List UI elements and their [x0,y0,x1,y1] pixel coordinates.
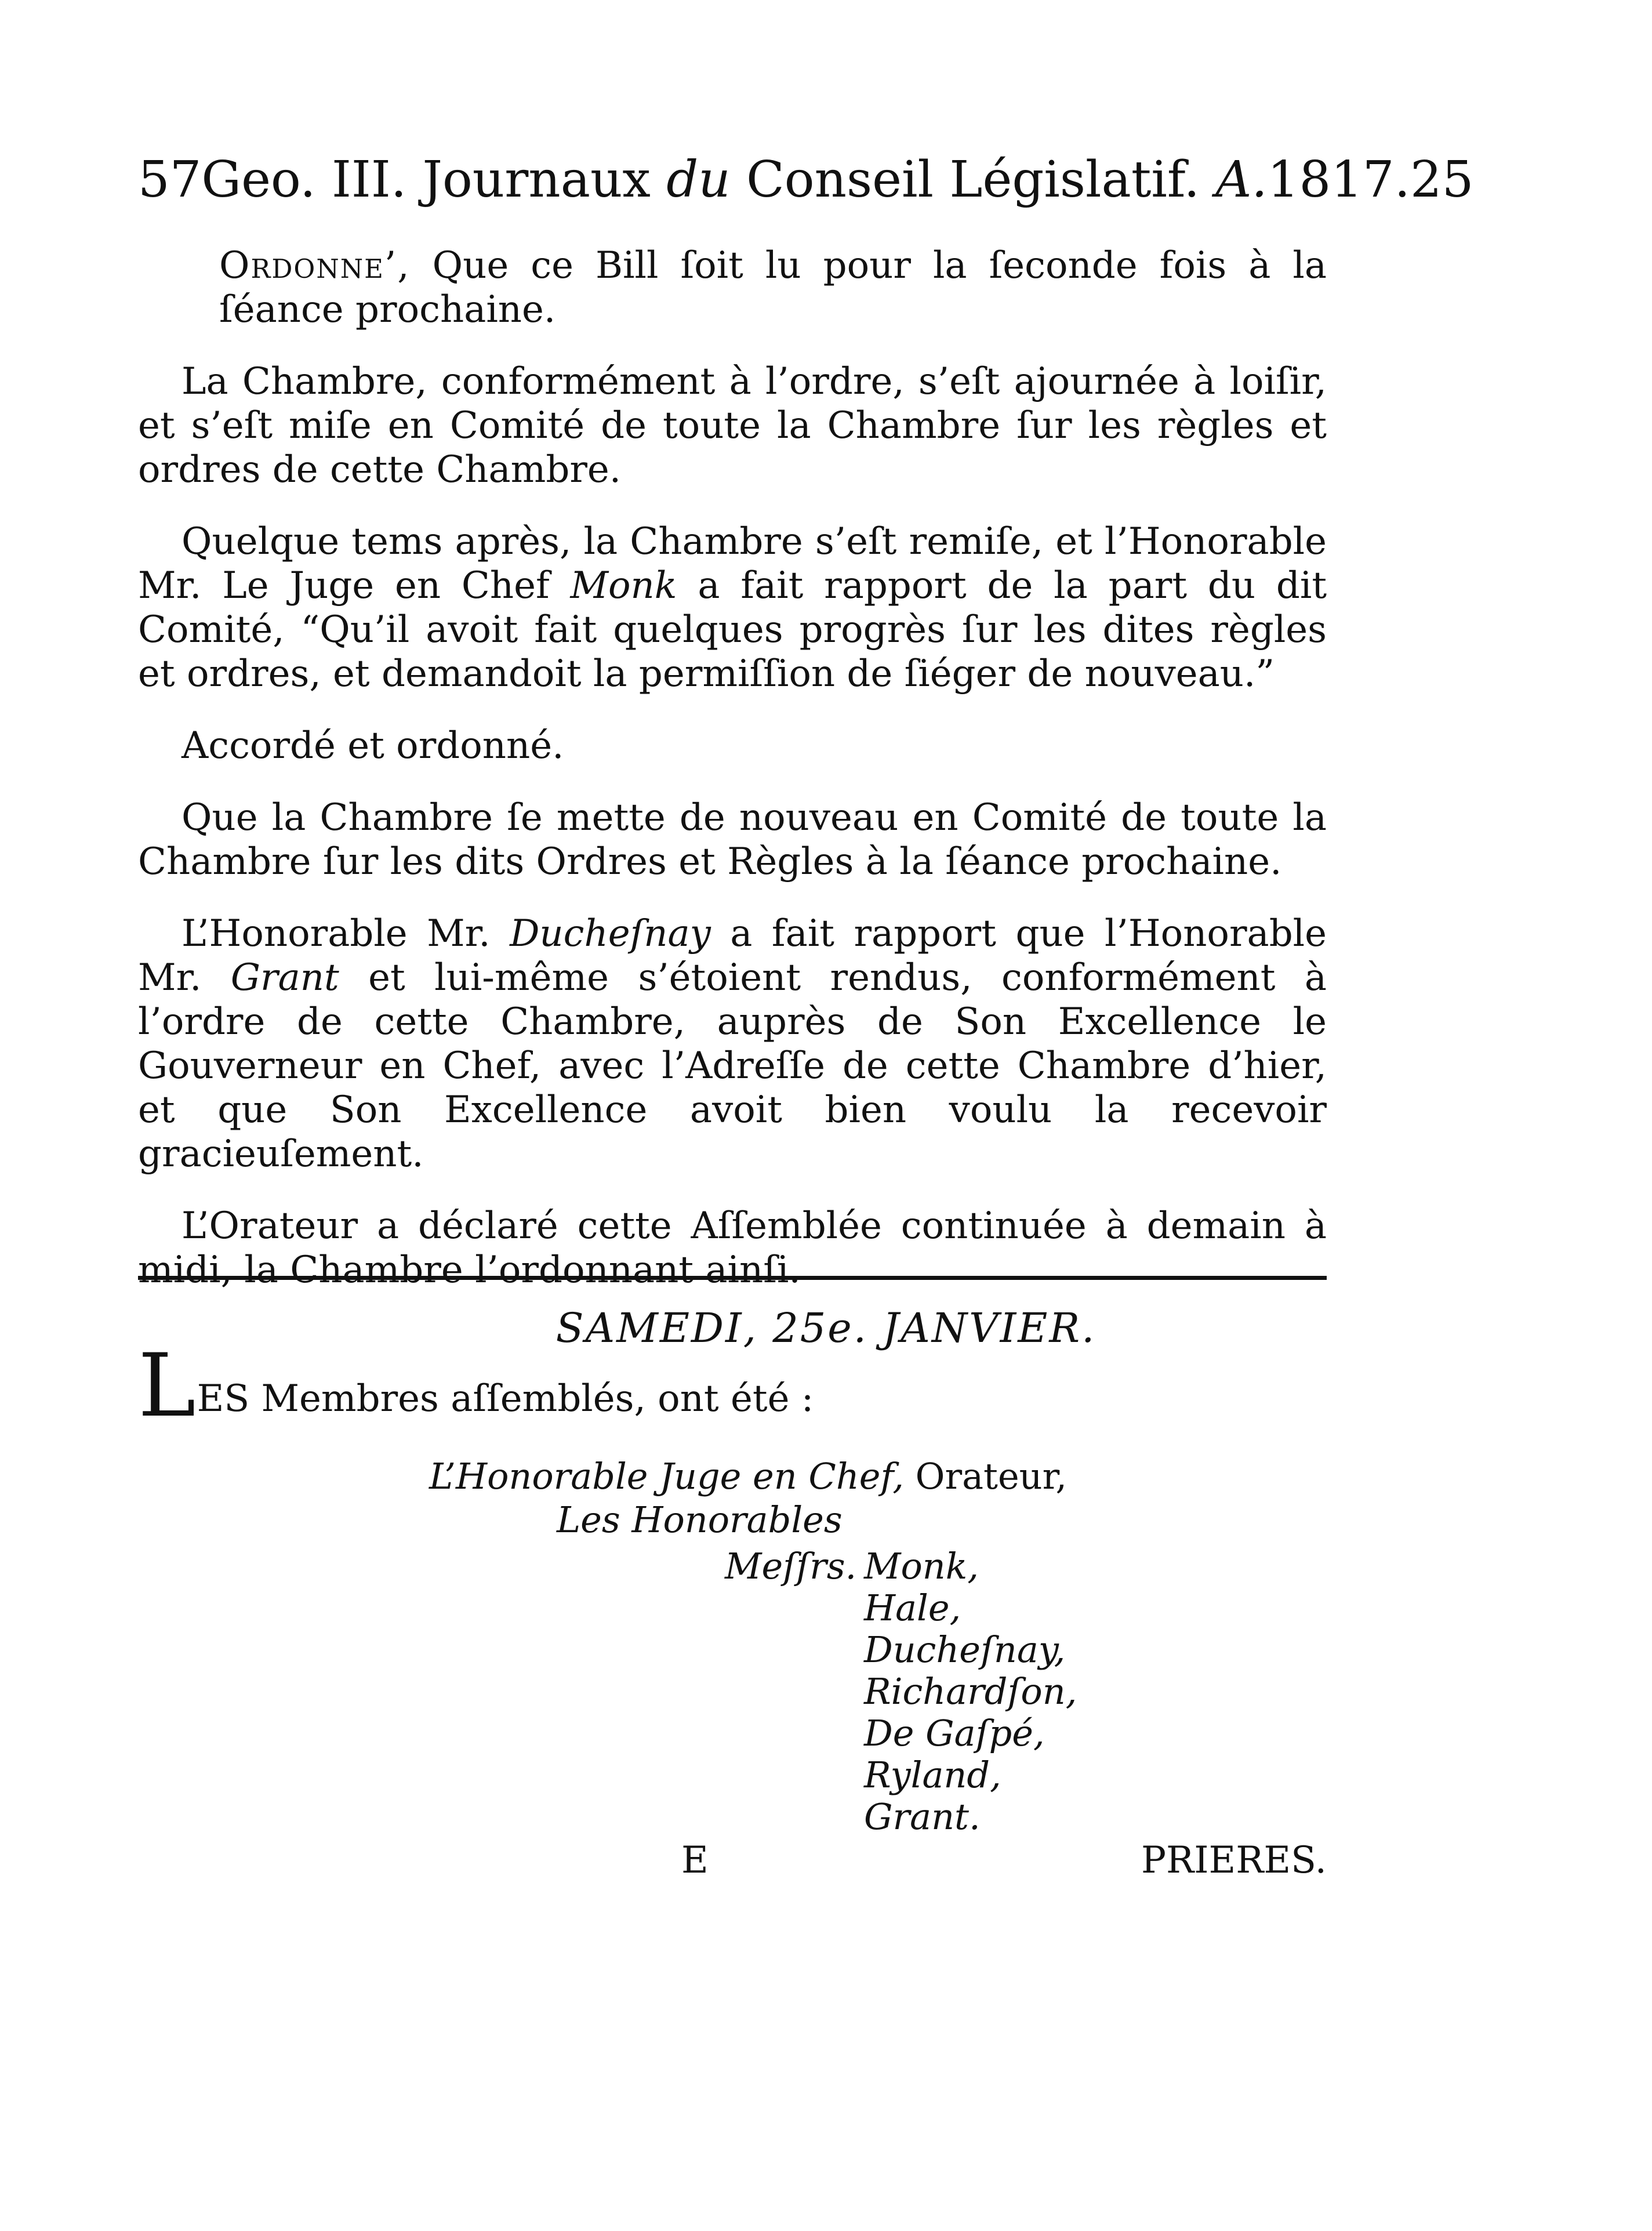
drop-cap: L [138,1336,196,1436]
paragraph-ajournement: L’Orateur a déclaré cette Aſſemblée continuée à demain à midi, la Chambre l’ordonnant ainſi. [138,1205,1327,1292]
catchword: PRIERES. [1141,1839,1327,1882]
member-name: Monk, [864,1545,979,1587]
member-name: Grant. [864,1795,981,1838]
header-a: A. [1215,151,1268,209]
paragraph-comite: Que la Chambre ſe mette de nouveau en Comité de toute la Chambre ſur les dits Ordres et Règles à la ſéance prochaine. [138,796,1327,883]
paragraph-adresse: L’Honorable Mr. Ducheſnay a fait rapport que l’Honorable Mr. Grant et lui-même s’étoient rendus, conformément à l’ordre de cette Chambre, auprès de Son Excellence le Gouverneur en Chef, avec l’Adreſſe de cette Chambre d’hier, et que Son Excellence avoit bien voulu la recevoir gracieuſement. [138,912,1327,1176]
running-header [138,148,1474,212]
speaker-line: L’Honorable Juge en Chef, Orateur, [429,1455,1068,1497]
session-date: SAMEDI, 25e. JANVIER. [555,1304,1097,1352]
paragraph-rapport-comite: Quelque tems après, la Chambre s’eſt remiſe, et l’Honorable Mr. Le Juge en Chef Monk a fait rapport de la part du dit Comité, “Qu’il avoit fait quelques progrès ſur les dites règles et ordres, et demandoit la permiſſion de ſiéger de nouveau.” [138,520,1327,695]
member-name: Ryland, [864,1754,1001,1796]
members-intro: LES Membres aſſemblés, ont été : [138,1336,814,1436]
journal-body [138,244,1327,1320]
header-du: du [666,151,731,209]
messrs-label: Meſſrs. [725,1545,857,1587]
member-name: De Gaſpé, [864,1712,1045,1754]
member-list [864,1546,1077,1838]
paragraph-ajournee: La Chambre, conformément à l’ordre, s’eſt ajournée à loiſir, et s’eſt miſe en Comité de toute la Chambre ſur les règles et ordres de cette Chambre. [138,360,1327,491]
member-name: Hale, [864,1587,961,1629]
member-name: Richardſon, [864,1670,1077,1713]
honorables-label: Les Honorables [557,1499,843,1541]
paragraph-ordonne: Ordonne’, Que ce Bill ſoit lu pour la ſeconde fois à la ſéance prochaine. [219,244,1327,331]
paragraph-accorde: Accordé et ordonné. [181,724,564,767]
member-name: Ducheſnay, [864,1628,1066,1671]
section-divider [138,1276,1327,1280]
header-page-number: 1817.25 [1267,151,1474,209]
header-left: 57Geo. III. Journaux du Conseil Législatif. A. [138,151,1268,209]
signature-mark: E [681,1839,709,1882]
